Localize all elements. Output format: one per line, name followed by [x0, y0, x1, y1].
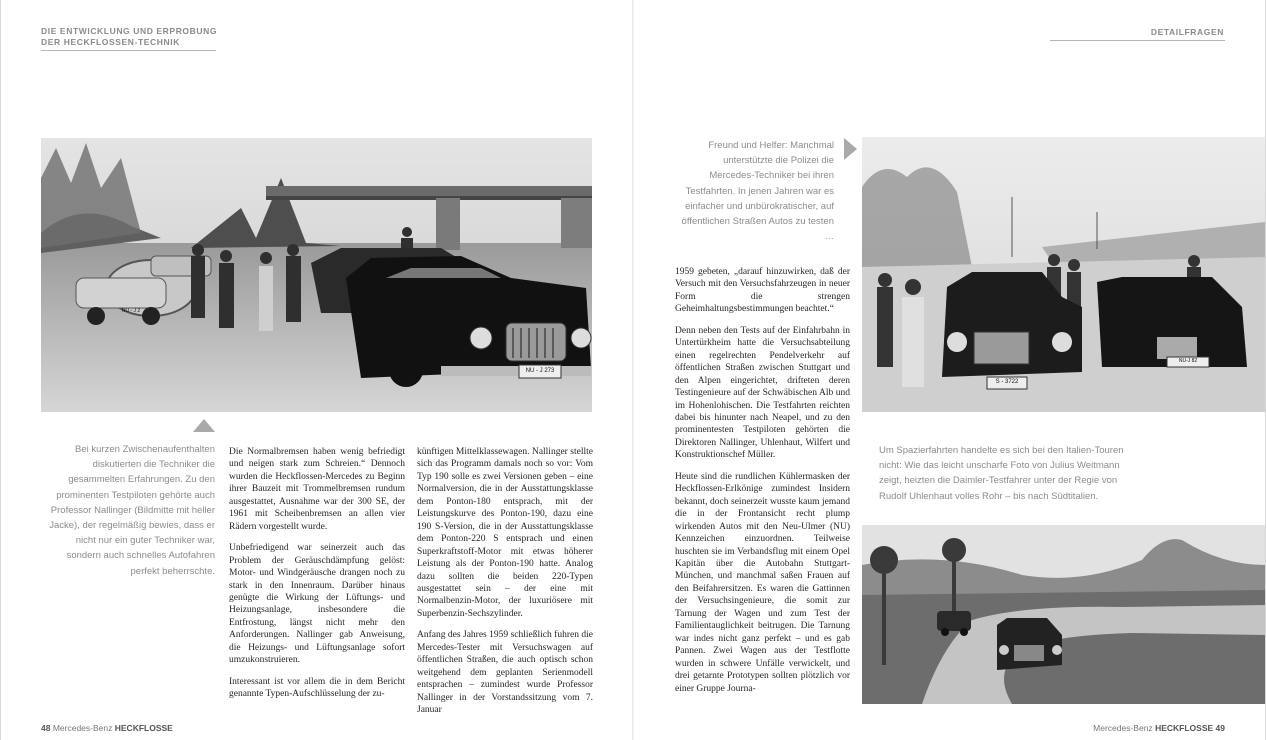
paragraph: Unbefriedigend war seinerzeit auch das Problem der Geräuschdämpfung gelöst: Motor- und Windgeräusche drangen noch zu stark in den Innenraum. Darüber hinaus genügte die Wirkung der Lüftungs- und Heizungsanlage, insbesondere die Entfrostung, längst nicht mehr den Anforderungen. Nallinger gab Anweisung, die Heizungs- und Lüftungsanlage sofort umzukonstruieren.: [229, 543, 405, 666]
license-plate-police-car: S - 3722: [995, 379, 1019, 385]
folio-right: [1093, 723, 1225, 733]
folio-title-right: HECKFLOSSE: [1155, 723, 1214, 733]
photo-italy-country-road-image: [862, 525, 1265, 704]
paragraph: Interessant ist vor allem die in dem Bericht genannte Typen-Aufschlüsselung der zu-: [229, 676, 405, 700]
paragraph: künftigen Mittelklassewagen. Nallinger stellte sich das Programm damals noch so vor: Vom Typ 190 solle es zwei Versionen geben – eine Normalversion, die in der Ausstattungsklasse dem Ponton-180 entsprach, mit der Leistungskurve des Ponton-190, dazu eine 190 S-Version, die in der Ausstattungsklasse dem Ponton-220 S entsprach und einen Superkraftstoff-Motor mit etwas höherer Leistung als der Ponton-190 hatte. Analog dazu sollten die beiden 220-Typen ausgestattet sein – der eine mit Normalbenzin-Motor, der luxuriösere mit Superbenzin-Sechszylinder.: [417, 447, 593, 619]
photo-caption-left: Bei kurzen Zwischenaufenthalten diskutierten die Techniker die gesammelten Erfahrungen. Zu den prominenten Testpiloten gehörte auch Professor Nallinger (Bildmitte mit heller Jacke), der regelmäßig bewies, dass er nicht nur ein guter Techniker war, sondern auch schnelles Autofahren perfekt beherrschte.: [49, 444, 215, 577]
license-plate-front: NU - J 273: [525, 368, 555, 374]
paragraph: Die Normalbremsen haben wenig befriedigt und neigen stark zum Schreien.“ Dennoch wurden die Heckflossen-Mercedes zu Beginn ihrer Bauzeit mit Trommelbremsen rundum ausgestattet, Ausnahme war der 300 SE, der 1961 mit Scheibenbremsen an allen vier Rädern vorgestellt wurde.: [229, 447, 405, 532]
license-plate-rear: NU - J 2: [121, 308, 141, 314]
photo-italy-country-road: [862, 525, 1265, 704]
triangle-right-icon: [844, 138, 857, 160]
text-column-left-2: [417, 446, 593, 726]
header-rule-left: [41, 50, 216, 51]
folio-title-left: HECKFLOSSE: [114, 723, 173, 733]
photo-police-escort: [862, 137, 1265, 412]
paragraph: Denn neben den Tests auf der Einfahrbahn in Untertürkheim hatte die Versuchsabteilung einen regelrechten Pendelverkehr auf öffentlichen Straßen zwischen Stuttgart und den Alpen eingerichtet, drifteten deren Testingenieure auf der Schwäbischen Alb und im Hohenlohischen. Die Testfahrten reichten dabei bis hinunter nach Neapel, und zu den prominentesten Testpiloten gehörten die Direktoren Nallinger, Uhlenhaut, Wilfert und Konstruktionschef Müller.: [675, 325, 850, 461]
text-column-left-1: [229, 446, 405, 710]
paragraph: Anfang des Jahres 1959 schließlich fuhren die Mercedes-Tester mit Versuchswagen auf öffentlichen Straßen, die auch optisch schon weitgehend dem geplanten Serienmodell entsprachen – zumindest wurde Professor Nallinger in der Vorstandssitzung vom 7. Januar: [417, 630, 593, 716]
paragraph: Heute sind die rundlichen Kühlermasken der Heckflossen-Erlkönige zumindest Insidern bekannt, doch seinerzeit wusste kaum jemand die in der Frontansicht recht plump wirkenden Autos mit den Neu-Ulmer (NU) Kennzeichen einzuordnen. Teilweise huschten sie im Verbandsflug mit einem Opel Kapitän über die Autobahn Stuttgart-München, und manchmal saßen Frauen auf den Beifahrersitzen. Es waren die Gattinnen der Versuchsingenieure, die somit zur Tarnung der Wagen und zum Test der Familientauglichkeit beitrugen. Die Tarnung war indes nicht ganz perfekt – und es gab Pannen. Zwei Wagen aus der Testflotte wurden in schwere Unfälle verwickelt, und drei getarnte Prototypen sollten plötzlich vor einer Gruppe Journa-: [675, 471, 850, 694]
page-number-left: 48: [41, 723, 51, 733]
page-edge-left: [0, 0, 1, 740]
page-number-right: 49: [1215, 723, 1225, 733]
folio-brand-left: Mercedes-Benz: [52, 723, 113, 733]
triangle-up-icon: [193, 419, 215, 432]
text-column-right-1: [675, 266, 850, 704]
book-gutter: [632, 0, 634, 740]
running-header-right: DETAILFRAGEN: [1150, 27, 1224, 37]
photo-caption-police: Freund und Helfer: Manchmal unterstützte die Polizei die Mercedes-Techniker bei ihren Testfahrten. In jenen Jahren war es einfacher und unbürokratischer, auf öffentlichen Straßen Autos zu testen …: [681, 140, 834, 243]
header-rule-right: [1050, 40, 1225, 41]
running-header-left-line2: DER HECKFLOSSEN-TECHNIK: [41, 37, 180, 47]
paragraph: 1959 gebeten, „darauf hinzuwirken, daß der Versuch mit den Versuchsfahrzeugen in neuer Form die strengen Geheimhaltungsbestimmungen beachtet.“: [675, 267, 850, 315]
photo-test-cars-autobahn: [41, 138, 592, 412]
photo-caption-italy: Um Spazierfahrten handelte es sich bei den Italien-Touren nicht: Wie das leicht unscharfe Foto von Julius Weitmann zeigt, heizten die Daimler-Testfahrer unter der Regie von Rudolf Uhlenhaut volles Rohr – bis nach Südtitalien.: [879, 445, 1124, 502]
license-plate-second-car: NU-J 82: [1178, 358, 1198, 364]
folio-left: [41, 723, 173, 733]
running-header-left: [41, 26, 217, 48]
photo-test-cars-autobahn-image: [41, 138, 592, 412]
folio-brand-right: Mercedes-Benz: [1093, 723, 1153, 733]
running-header-left-line1: DIE ENTWICKLUNG UND ERPROBUNG: [41, 26, 218, 36]
photo-police-escort-image: [862, 137, 1265, 412]
